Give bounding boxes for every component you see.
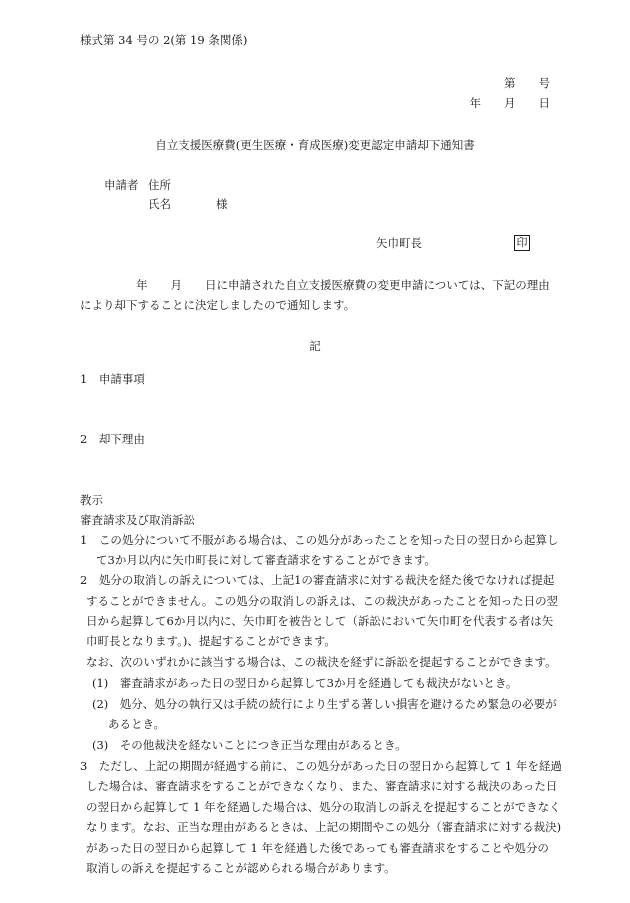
form-number: 様式第 34 号の 2(第 19 条関係)	[80, 33, 248, 47]
notice-heading: 教示	[80, 493, 103, 507]
notice-line: なお、次のいずれかに該当する場合は、この裁決を経ずに訴訟を提起することができます。	[86, 655, 557, 669]
body-line-1: 年 月 日に申請された自立支援医療費の変更申請については、下記の理由	[136, 278, 550, 292]
notice-line: あるとき。	[108, 717, 166, 731]
notice-line: (1) 審査請求があった日の翌日から起算して3か月を経過しても裁決がないとき。	[92, 676, 518, 690]
issue-date: 年 月 日	[469, 96, 550, 110]
notice-line: した場合は、審査請求をすることができなくなり、また、審査請求に対する裁決のあった日	[86, 779, 558, 793]
seal-mark	[514, 235, 530, 251]
notice-line: があった日の翌日から起算して 1 年を経過した後であっても審査請求をすることや処分の	[86, 841, 549, 855]
notice-line: の翌日から起算して 1 年を経過した場合は、処分の取消しの訴えを提起することができなく	[86, 800, 561, 814]
notice-line: 取消しの訴えを提起することが認められる場合があります。	[86, 861, 396, 875]
item-application: 1 申請事項	[80, 372, 145, 386]
applicant-label: 申請者	[104, 178, 139, 192]
notice-line: 2 処分の取消しの訴えについては、上記1の審査請求に対する裁決を経た後でなければ提起	[80, 573, 555, 587]
notice-line: することができません。この処分の取消しの訴えは、この裁決があったことを知った日の翌	[86, 594, 559, 608]
notice-line: 3 ただし、上記の期間が経過する前に、この処分があった日の翌日から起算して 1 年を経過	[80, 759, 562, 773]
document-title: 自立支援医療費(更生医療・育成医療)変更認定申請却下通知書	[155, 138, 475, 152]
notice-line: 日から起算して6か月以内に、矢巾町を被告として（訴訟において矢巾町を代表する者は矢	[86, 614, 554, 628]
notice-subheading: 審査請求及び取消訴訟	[80, 513, 195, 527]
notice-line: て3か月以内に矢巾町長に対して審査請求をすることができます。	[96, 553, 436, 567]
seal-icon: 印	[514, 235, 530, 251]
notice-line: (2) 処分、処分の執行又は手続の続行により生ずる著しい損害を避けるため緊急の必要が	[92, 697, 557, 711]
notice-line: 巾町長となります。)、提起することができます。	[86, 634, 336, 648]
issuer-name: 矢巾町長	[376, 236, 422, 250]
body-line-2: により却下することに決定しましたので通知します。	[80, 298, 356, 312]
item-reason: 2 却下理由	[80, 432, 145, 446]
notice-line: (3) その他裁決を経ないことにつき正当な理由があるとき。	[92, 738, 407, 752]
notice-line: 1 この処分について不服がある場合は、この処分があったことを知った日の翌日から起算し	[80, 533, 559, 547]
document-number: 第 号	[504, 76, 550, 90]
ki-heading: 記	[309, 339, 321, 353]
address-label: 住所	[148, 178, 171, 192]
honorific: 様	[216, 197, 228, 211]
name-label: 氏名	[148, 197, 171, 211]
notice-line: なります。なお、正当な理由があるときは、上記の期間やこの処分（審査請求に対する裁決)	[86, 820, 562, 834]
